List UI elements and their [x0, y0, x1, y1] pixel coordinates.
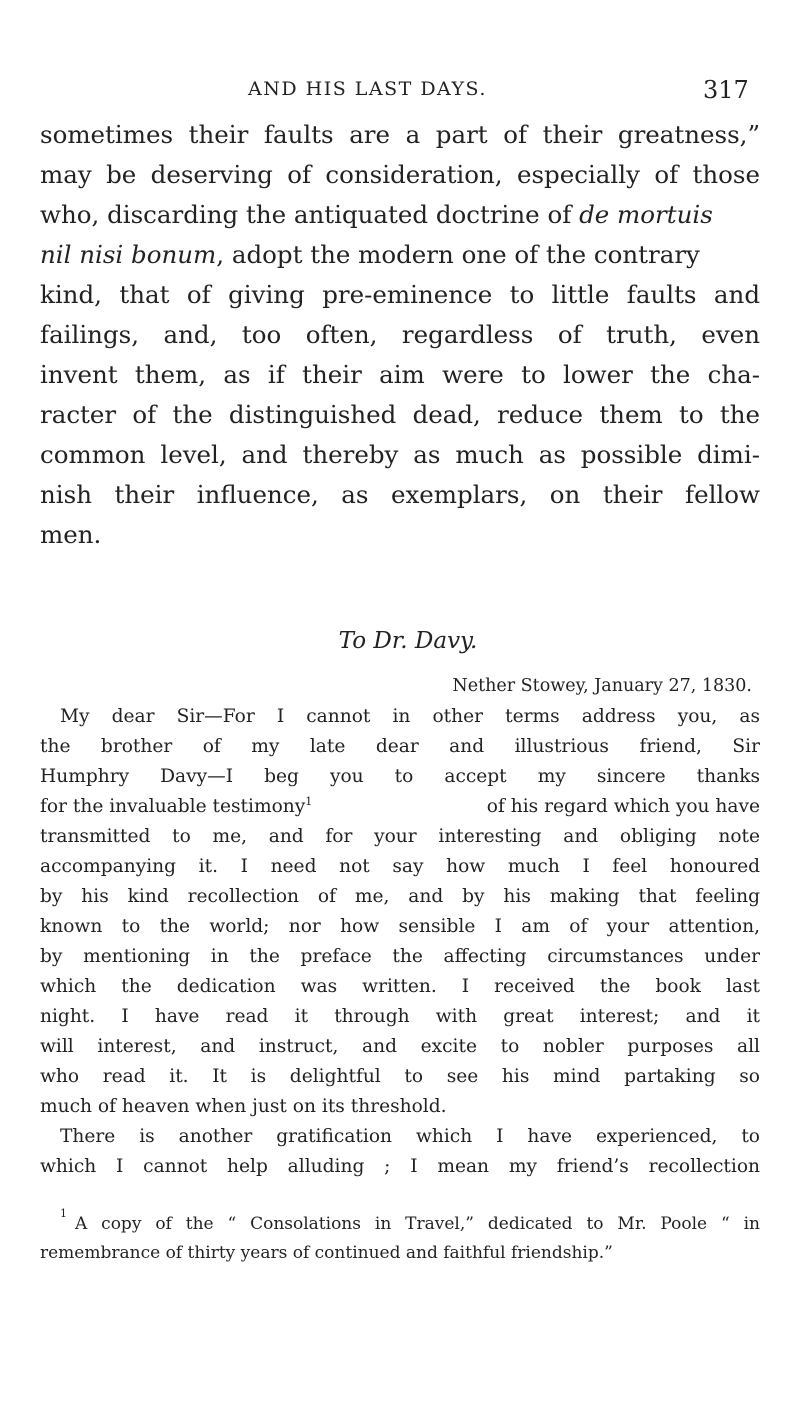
text-line: My dear Sir—For I cannot in other terms address you, as	[60, 706, 760, 727]
footnote-line: remembrance of thirty years of continued and faithful friendship.”	[40, 1243, 613, 1263]
text-line: racter of the distinguished dead, reduce them to the	[40, 400, 760, 429]
text-line: who read it. It is delightful to see his mind partaking so	[40, 1066, 760, 1087]
text-fragment: adopt the modern one of the contrary	[231, 240, 700, 269]
text-fragment	[40, 796, 312, 824]
text-line	[40, 796, 760, 824]
text-line: Humphry Davy—I beg you to accept my sincere thanks	[40, 766, 760, 787]
text-fragment: A copy of the “ Consolations in Travel,” dedicated to Mr. Poole “ in	[75, 1214, 760, 1234]
text-line	[40, 200, 760, 234]
text-line: by mentioning in the preface the affecting circumstances under	[40, 946, 760, 967]
letter-dateline: Nether Stowey, January 27, 1830.	[452, 676, 752, 696]
text-line: which I cannot help alluding ; I mean my friend’s recollection	[40, 1156, 760, 1177]
text-line: nish their influence, as exemplars, on their fellow	[40, 480, 760, 509]
text-line	[40, 240, 760, 274]
text-fragment: for the invaluable testimony	[40, 796, 306, 817]
italic-phrase: de mortuis	[579, 200, 713, 229]
text-line: which the dedication was written. I received the book last	[40, 976, 760, 997]
text-line: known to the world; nor how sensible I am of your attention,	[40, 916, 760, 937]
text-line: invent them, as if their aim were to lower the cha-	[40, 360, 760, 389]
text-line: men.	[40, 520, 102, 549]
text-line: sometimes their faults are a part of their greatness,”	[40, 120, 760, 149]
text-line: night. I have read it through with great interest; and it	[40, 1006, 760, 1027]
page-number: 317	[703, 76, 749, 104]
text-line: by his kind recollection of me, and by his making that feeling	[40, 886, 760, 907]
text-line: There is another gratification which I have experienced, to	[60, 1126, 760, 1147]
text-fragment: ,	[216, 240, 225, 269]
text-line: accompanying it. I need not say how much I feel honoured	[40, 856, 760, 877]
text-line: failings, and, too often, regardless of truth, even	[40, 320, 760, 349]
text-fragment: of his regard which you have	[486, 796, 760, 817]
italic-phrase: nil nisi bonum	[40, 240, 217, 269]
text-line: common level, and thereby as much as possible dimi-	[40, 440, 760, 469]
text-line: will interest, and instruct, and excite to nobler purposes all	[40, 1036, 760, 1057]
text-fragment: who, discarding the antiquated doctrine of	[40, 200, 572, 229]
text-line: may be deserving of consideration, especially of those	[40, 160, 760, 189]
footnote-marker: 1	[305, 794, 313, 808]
running-head: AND HIS LAST DAYS.	[248, 78, 487, 100]
text-line: much of heaven when just on its threshold.	[40, 1096, 447, 1117]
letter-heading: To Dr. Davy.	[338, 628, 478, 654]
text-line: transmitted to me, and for your interesting and obliging note	[40, 826, 760, 847]
text-line: the brother of my late dear and illustrious friend, Sir	[40, 736, 760, 757]
footnote-marker: 1	[60, 1207, 67, 1220]
footnote-line	[60, 1207, 760, 1234]
text-line: kind, that of giving pre-eminence to little faults and	[40, 280, 760, 309]
